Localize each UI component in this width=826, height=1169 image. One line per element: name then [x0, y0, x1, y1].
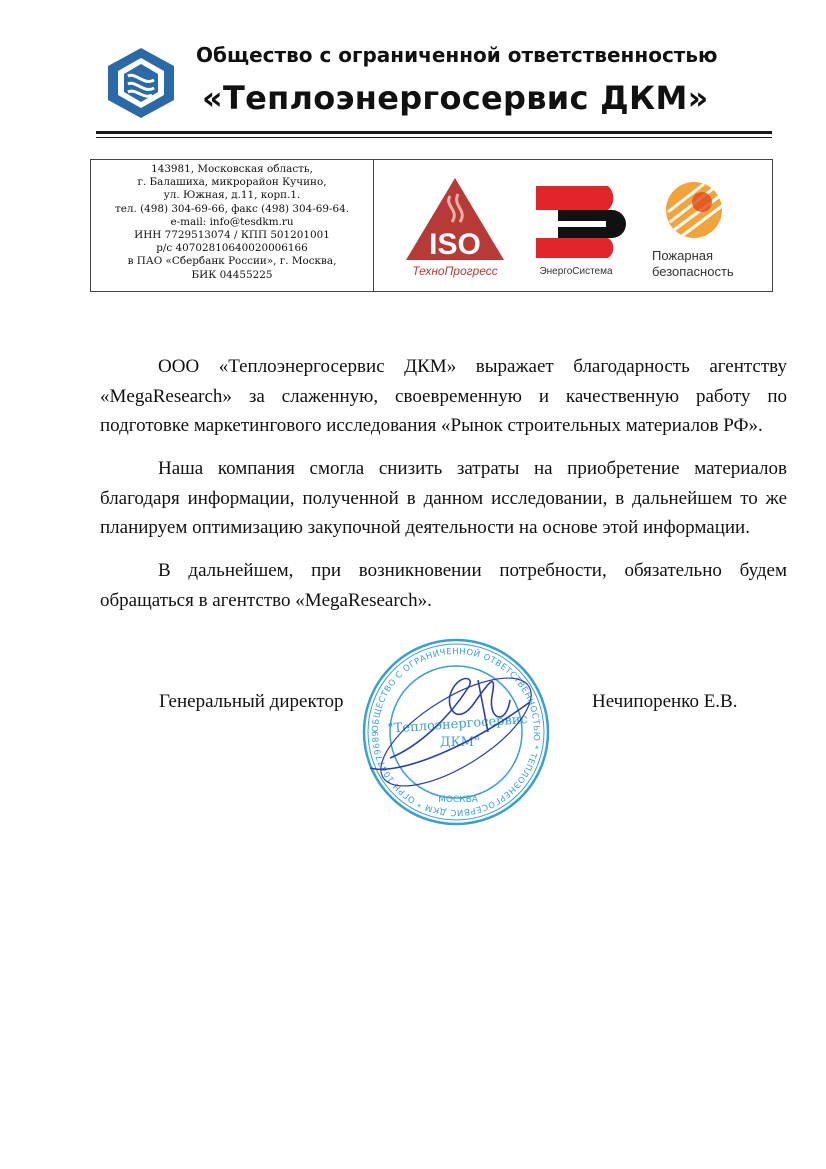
bik-line: БИК 04455225 — [191, 268, 273, 281]
phone-fax-line: тел. (498) 304-69-66, факс (498) 304-69-64. — [114, 202, 350, 215]
fire-caption-1: Пожарная — [652, 248, 714, 263]
contact-details — [91, 160, 374, 291]
signatory-name: Нечипоренко Е.В. — [592, 691, 738, 712]
header-divider-thin — [96, 137, 772, 138]
iso-label: ISO — [429, 228, 481, 261]
energo-caption: ЭнергоСистема — [539, 266, 613, 277]
stamp-center-line-2: ДКМ" — [440, 735, 480, 750]
company-logo — [104, 46, 178, 120]
account-line: р/с 40702810640020006166 — [156, 242, 308, 255]
company-stamp — [360, 636, 552, 828]
fire-caption-2: безопасность — [652, 264, 734, 279]
stamp-ring-text: ОБЩЕСТВО С ОГРАНИЧЕННОЙ ОТВЕТСТВЕННОСТЬЮ * ТЕПЛОЭНЕРГОСЕРВИС ДКМ * ОГРН 104779689 — [370, 646, 542, 818]
address-line: 143981, Московская область, — [151, 163, 313, 175]
company-form-title: Общество с ограниченной ответственностью — [196, 43, 718, 67]
stamp-city: МОСКВА — [438, 795, 478, 805]
iso-logo — [400, 174, 510, 280]
header-divider-thick — [96, 131, 772, 134]
body-paragraph-1: ООО «Теплоэнергосервис ДКМ» выражает благодарность агентству «MegaResearch» за слаженную, своевременную и качественную работу по подготовке маркетингового исследования «Рынок строительных материалов РФ». — [100, 356, 787, 436]
certification-logos — [374, 160, 772, 291]
iso-caption: ТехноПрогресс — [412, 264, 498, 278]
contact-table — [90, 159, 773, 292]
address-line: г. Балашиха, микрорайон Кучино, — [137, 176, 327, 189]
address-line: ул. Южная, д.11, корп.1. — [163, 189, 301, 202]
body-paragraph-2: Наша компания смогла снизить затраты на приобретение материалов благодаря информации, полученной в данном исследовании, в дальнейшем то же планируем оптимизацию закупочной деятельности на основе этой информации. — [100, 458, 787, 538]
signatory-title: Генеральный директор — [159, 691, 344, 712]
company-name-title: «Теплоэнергосервис ДКМ» — [202, 79, 709, 117]
body-paragraph-3: В дальнейшем, при возникновении потребности, обязательно будем обращаться в агентство «MegaResearch». — [100, 560, 787, 611]
stamp-center-line-1: "Теплоэнергосервис — [387, 711, 529, 737]
inn-line: ИНН 7729513074 / КПП 501201001 — [134, 229, 330, 242]
email-line: e-mail: info@tesdkm.ru — [170, 215, 294, 228]
bank-line: в ПАО «Сбербанк России», г. Москва, — [127, 255, 337, 268]
energo-logo — [528, 180, 628, 280]
fire-safety-logo — [644, 178, 754, 282]
